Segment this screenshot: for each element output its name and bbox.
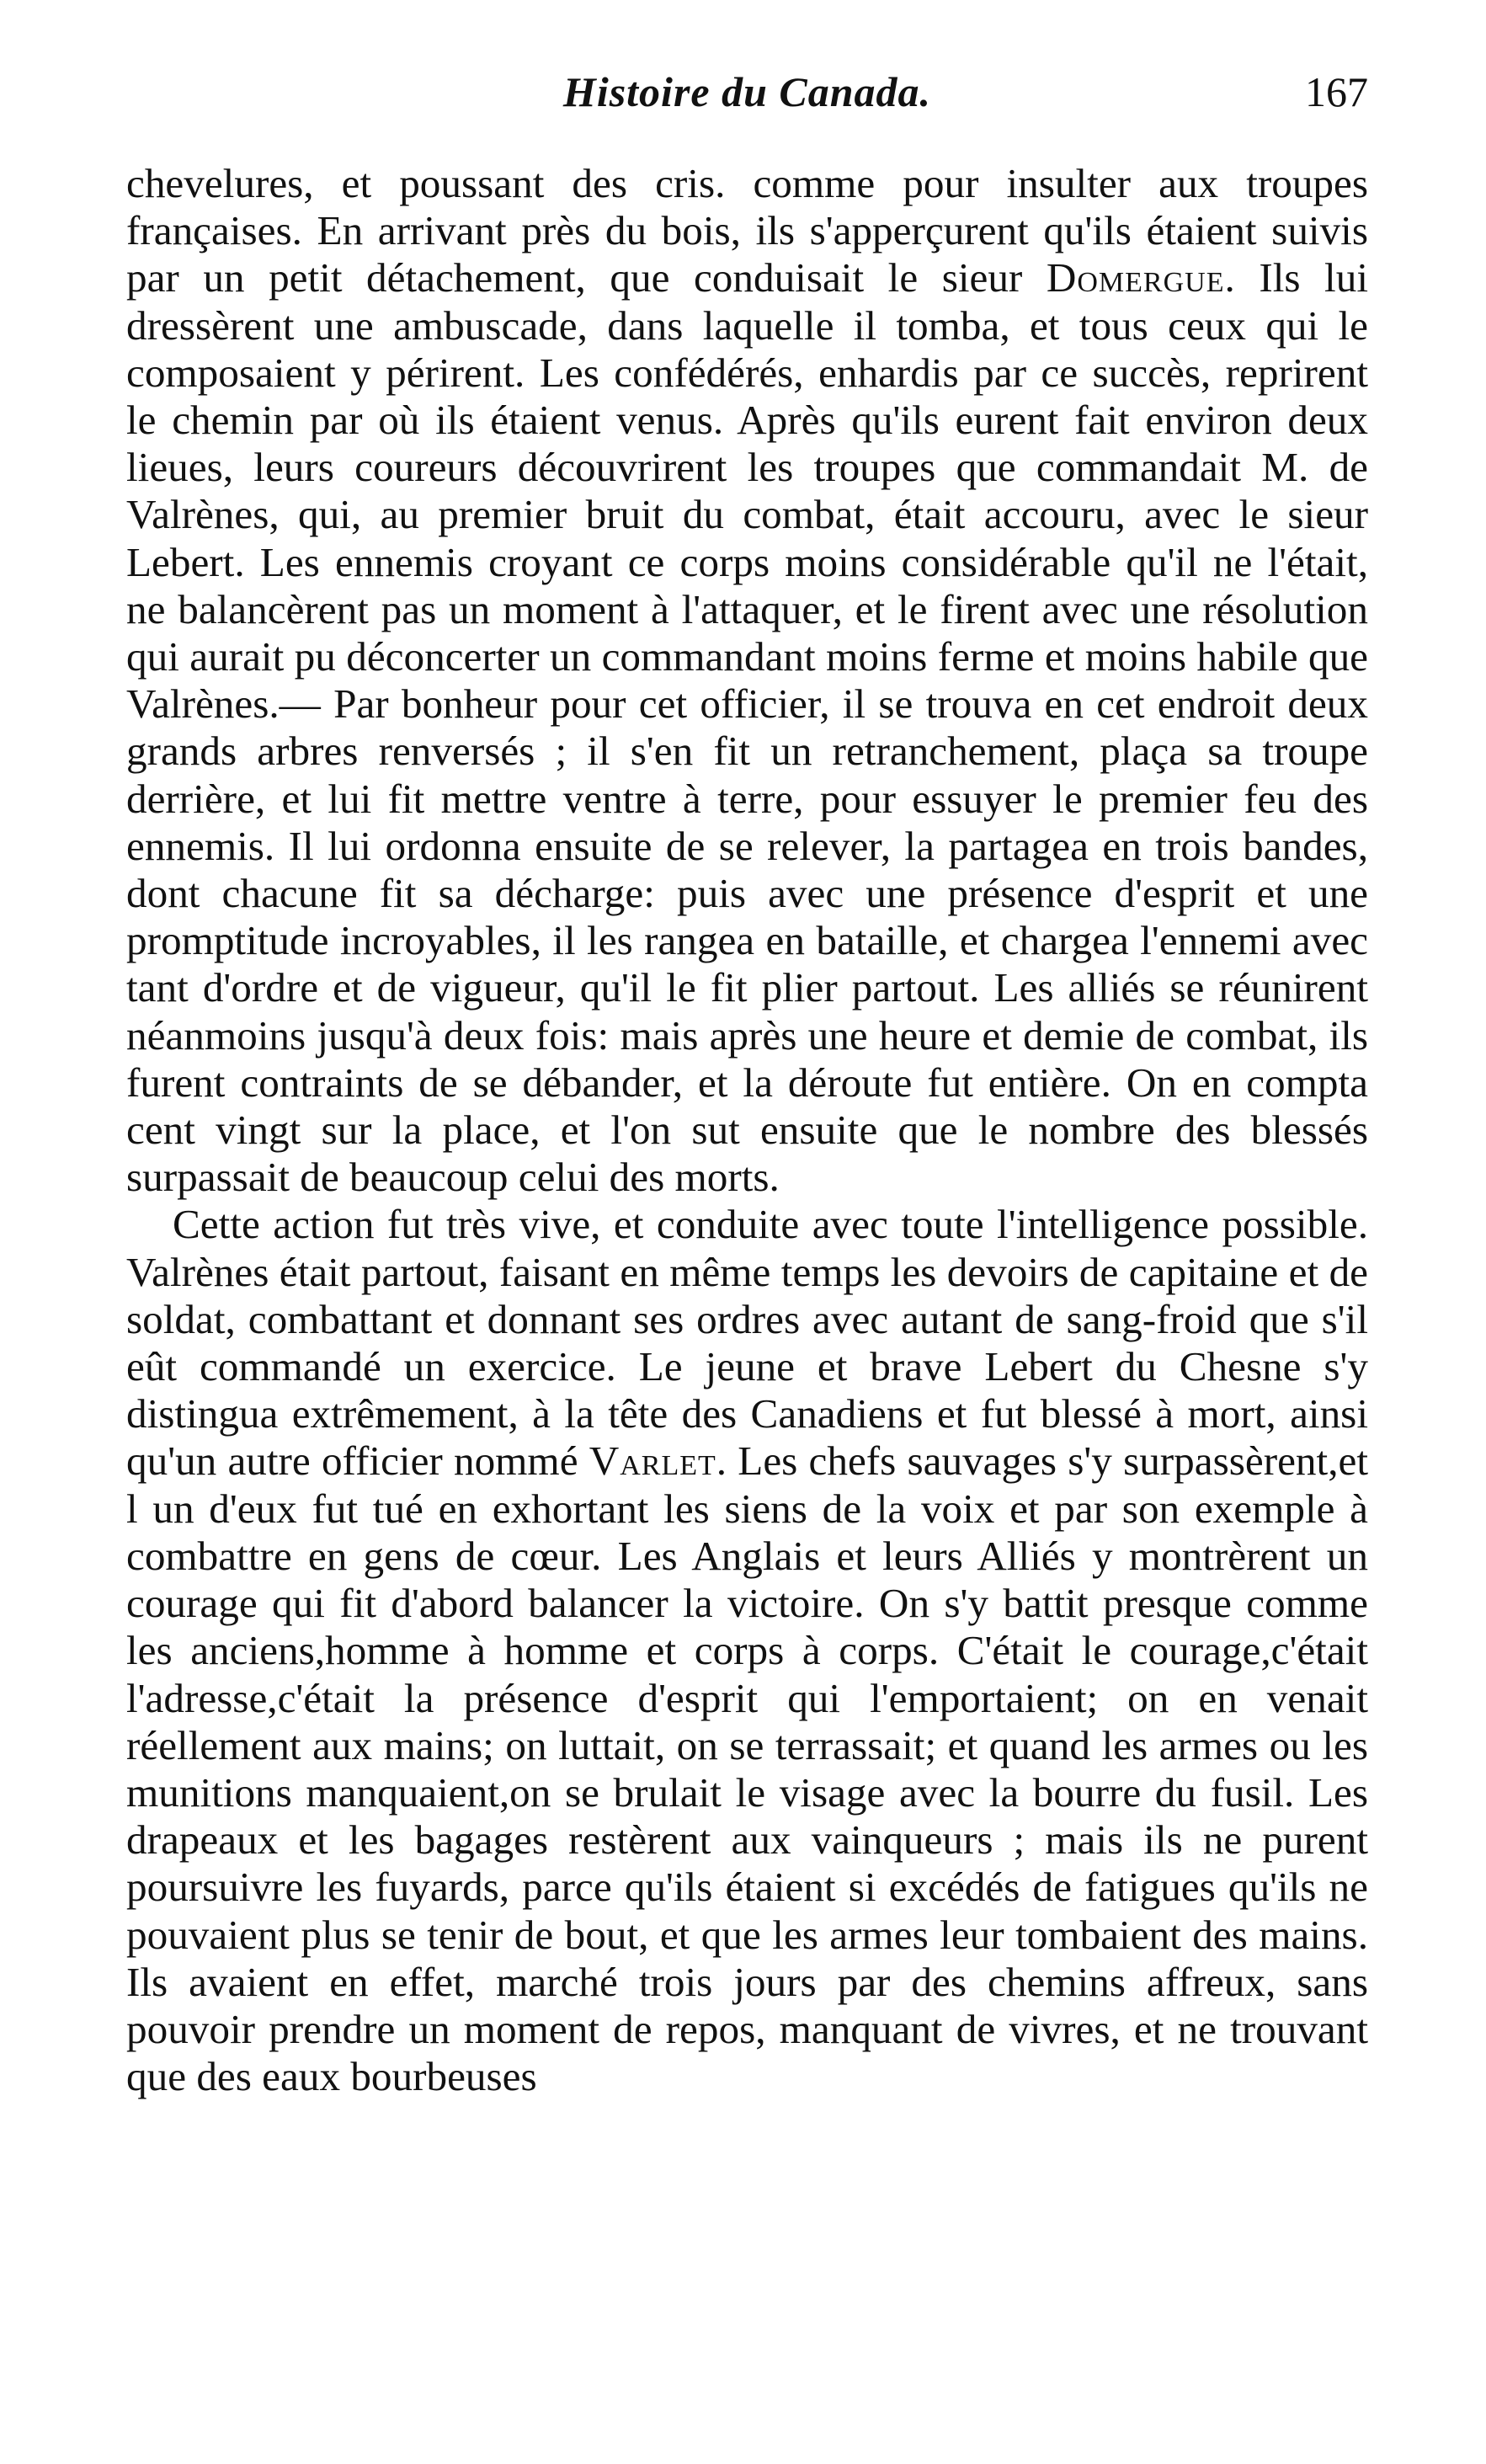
running-head — [126, 67, 1368, 160]
page-number: 167 — [1305, 68, 1368, 115]
text-run: chevelures, et poussant des cris. comme pour insulter aux troupes françaises. En arrivant près du bois, ils s'apperçurent qu'ils étaient suivis par un petit détachement, que conduisait le sieur — [126, 160, 1368, 301]
text-run: . Ils lui dressèrent une ambuscade, dans laquelle il tomba, et tous ceux qui le composaient y périrent. Les confédérés, enhardis par ce succès, reprirent le chemin par où ils étaient venus. Après qu'ils eurent fait environ deux lieues, leurs coureurs découvrirent les troupes que commandait M. de Valrènes, qui, au premier bruit du combat, était accouru, avec le sieur Lebert. Les ennemis croyant ce corps moins considérable qu'il ne l'était, ne balancèrent pas un moment à l'attaquer, et le firent avec une résolution qui aurait pu déconcerter un commandant moins ferme et moins habile que Valrènes.— Par bonheur pour cet officier, il se trouva en cet endroit deux grands arbres renversés ; il s'en fit un retranchement, plaça sa troupe derrière, et lui fit mettre ventre à terre, pour essuyer le premier feu des ennemis. Il lui ordonna ensuite de se relever, la partagea en trois bandes, dont chacune fit sa décharge: puis avec une présence d'esprit et une promptitude incroyables, il les rangea en bataille, et chargea l'ennemi avec tant d'ordre et de vigueur, qu'il le fit plier partout. Les alliés se réunirent néanmoins jusqu'à deux fois: mais après une heure et demie de combat, ils furent contraints de se débander, et la déroute fut entière. On en compta cent vingt sur la place, et l'on sut ensuite que le nombre des blessés surpassait de beaucoup celui des morts. — [126, 254, 1368, 1201]
person-name-domergue: Domergue — [1046, 254, 1225, 301]
running-title: Histoire du Canada. — [562, 68, 932, 115]
text-run: Cette action fut très vive, et conduite avec toute l'intelligence possible. Valrènes était partout, faisant en même temps les devoirs de capitaine et de soldat, combattant et donnant ses ordres avec autant de sang-froid que s'il eût commandé un exercice. Le jeune et brave Lebert du Chesne s'y distingua extrêmement, à la tête des Canadiens et fut blessé à mort, ainsi qu'un autre officier nommé — [126, 1201, 1368, 1485]
book-page — [126, 67, 1368, 2100]
text-run: . Les chefs sauvages s'y surpassèrent,et l un d'eux fut tué en exhortant les siens de la voix et par son exemple à combattre en gens de cœur. Les Anglais et leurs Alliés y montrèrent un courage qui fit d'abord balancer la victoire. On s'y battit presque comme les anciens,homme à homme et corps à corps. C'était le courage,c'était l'adresse,c'était la présence d'esprit qui l'emportaient; on en venait réellement aux mains; on luttait, on se terrassait; et quand les armes ou les munitions manquaient,on se brulait le visage avec la bourre du fusil. Les drapeaux et les bagages restèrent aux vainqueurs ; mais ils ne purent poursuivre les fuyards, parce qu'ils étaient si excédés de fatigues qu'ils ne pouvaient plus se tenir de bout, et que les armes leur tombaient des mains. Ils avaient en effet, marché trois jours par des chemins affreux, sans pouvoir prendre un moment de repos, manquant de vivres, et ne trouvant que des eaux bourbeuses — [126, 1437, 1368, 2100]
person-name-varlet: Varlet — [589, 1437, 716, 1485]
body-text — [126, 160, 1368, 2100]
paragraph-2 — [126, 1201, 1368, 2100]
paragraph-1 — [126, 160, 1368, 1201]
